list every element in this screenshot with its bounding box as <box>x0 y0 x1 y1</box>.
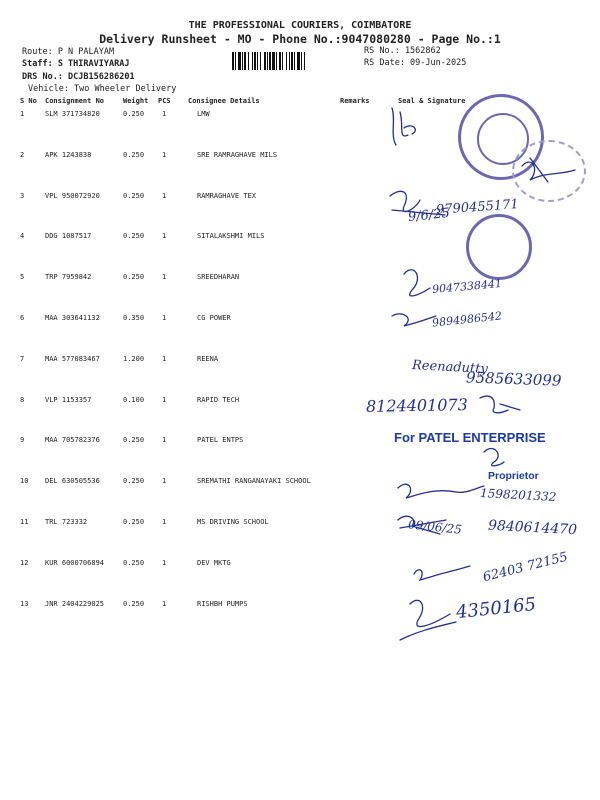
row-pcs: 1 <box>162 395 167 404</box>
row-pcs: 1 <box>162 599 167 608</box>
row-weight: 1.200 <box>123 354 145 363</box>
row-consignee: RISHBH PUMPS <box>197 599 248 608</box>
row-consignment-no: VPL 950072920 <box>45 191 100 200</box>
col-remarks: Remarks <box>340 97 370 105</box>
row-consignment-no: DEL 630505536 <box>45 477 100 486</box>
row-sno: 6 <box>20 314 25 322</box>
col-weight: Weight <box>123 97 149 105</box>
row-pcs: 1 <box>162 273 167 282</box>
row-sno: 10 <box>20 477 29 486</box>
row-consignment-no: APK 1243838 <box>45 150 92 159</box>
vehicle-text: Vehicle: Two Wheeler Delivery <box>28 84 177 94</box>
row-weight: 0.100 <box>123 395 145 404</box>
row-sno: 9 <box>20 436 25 445</box>
row-sno: 12 <box>20 558 29 567</box>
company-name: THE PROFESSIONAL COURIERS, COIMBATORE <box>188 20 412 31</box>
row-sno: 7 <box>20 354 25 363</box>
row-weight: 0.250 <box>123 232 145 241</box>
row-sno: 2 <box>20 150 25 159</box>
row-weight: 0.250 <box>123 477 145 486</box>
row-consignee: REENA <box>197 354 219 363</box>
row3-phone: 9790455171 <box>435 197 520 218</box>
table-row <box>0 314 600 328</box>
row-weight: 0.250 <box>123 436 145 445</box>
row-weight: 0.250 <box>123 518 145 526</box>
table-row <box>0 355 600 369</box>
row-pcs: 1 <box>162 110 167 118</box>
col-sno: S No <box>20 97 37 105</box>
row-pcs: 1 <box>162 518 167 526</box>
row-weight: 0.250 <box>123 599 145 608</box>
row13-number: 4350165 <box>455 593 538 624</box>
faded-stamp <box>512 140 586 202</box>
sitalakshmi-stamp <box>466 214 532 280</box>
row-sno: 3 <box>20 191 25 200</box>
barcode <box>232 52 352 70</box>
row11-phone: 9840614470 <box>487 517 578 539</box>
row-weight: 0.250 <box>123 273 145 282</box>
row5-phone: 9047338441 <box>431 276 503 297</box>
row-sno: 11 <box>20 518 29 526</box>
col-signature: Seal & Signature <box>398 97 466 105</box>
row-consignment-no: KUR 6000706894 <box>45 558 105 567</box>
row-weight: 0.250 <box>123 558 145 567</box>
drs-number: DRS No.: DCJB156286201 <box>22 72 135 82</box>
row-pcs: 1 <box>162 436 167 445</box>
row-consignment-no: MAA 303641132 <box>45 314 100 322</box>
col-consignment: Consignment No <box>45 97 105 105</box>
col-consignee: Consignee Details <box>188 97 260 105</box>
row-consignee: RAMRAGHAVE TEX <box>197 191 257 200</box>
staff-text: Staff: S THIRAVIYARAJ <box>22 59 130 69</box>
row-consignment-no: MAA 705782376 <box>45 436 100 445</box>
row10-phone: 1598201332 <box>479 486 557 504</box>
rs-number: RS No.: 1562862 <box>364 46 441 56</box>
row12-phone: 62403 72155 <box>481 549 570 586</box>
row-consignee: MS DRIVING SCHOOL <box>197 518 269 526</box>
row6-phone: 9894986542 <box>431 309 503 330</box>
row-pcs: 1 <box>162 232 167 241</box>
row-pcs: 1 <box>162 354 167 363</box>
rs-date: RS Date: 09-Jun-2025 <box>364 58 467 68</box>
row11-date: 09/06/25 <box>407 517 463 537</box>
row7-phone: 9585633099 <box>465 368 562 390</box>
row-consignee: SREMATHI RANGANAYAKI SCHOOL <box>197 477 311 486</box>
row-pcs: 1 <box>162 150 167 159</box>
row-weight: 0.250 <box>123 191 145 200</box>
signature-row9 <box>484 449 504 466</box>
row-weight: 0.250 <box>123 110 145 118</box>
row-pcs: 1 <box>162 558 167 567</box>
table-row <box>0 396 600 410</box>
row-weight: 0.250 <box>123 150 145 159</box>
row-consignment-no: VLP 1153357 <box>45 395 92 404</box>
row-consignee: CG POWER <box>197 314 231 322</box>
proprietor-stamp: Proprietor <box>488 470 539 482</box>
row7-name: Reenadutty <box>411 358 489 377</box>
col-pcs: PCS <box>158 97 171 105</box>
row-consignee: SREEDHARAN <box>197 273 240 282</box>
patel-enterprise-stamp: For PATEL ENTERPRISE <box>394 430 546 445</box>
row3-date: 9/6/25 <box>407 205 451 226</box>
row-consignment-no: MAA 577083467 <box>45 354 100 363</box>
row-weight: 0.350 <box>123 314 145 322</box>
page-title: Delivery Runsheet - MO - Phone No.:9047080280 - Page No.:1 <box>99 32 501 46</box>
row-consignment-no: SLM 371734820 <box>45 110 100 118</box>
row-pcs: 1 <box>162 191 167 200</box>
row-sno: 13 <box>20 599 29 608</box>
row8-phone: 8124401073 <box>365 395 468 416</box>
row-sno: 1 <box>20 110 25 118</box>
row-sno: 4 <box>20 232 25 241</box>
barcode-bar <box>305 52 306 70</box>
row-consignment-no: TRL 723332 <box>45 518 88 526</box>
row-consignee: RAPID TECH <box>197 395 240 404</box>
row-consignment-no: DDG 1087517 <box>45 232 92 241</box>
row-consignment-no: TRP 7959842 <box>45 273 92 282</box>
row-consignee: PATEL ENTPS <box>197 436 244 445</box>
row-consignee: SITALAKSHMI MILS <box>197 232 265 241</box>
row-consignment-no: JNR 2404229025 <box>45 599 105 608</box>
row-sno: 5 <box>20 273 25 282</box>
row-pcs: 1 <box>162 477 167 486</box>
row-consignee: DEV MKTG <box>197 558 231 567</box>
row-pcs: 1 <box>162 314 167 322</box>
row-consignee: SRE RAMRAGHAVE MILS <box>197 150 278 159</box>
route-text: Route: P N PALAYAM <box>22 47 115 57</box>
row-consignee: LMW <box>197 110 210 118</box>
row-sno: 8 <box>20 395 25 404</box>
